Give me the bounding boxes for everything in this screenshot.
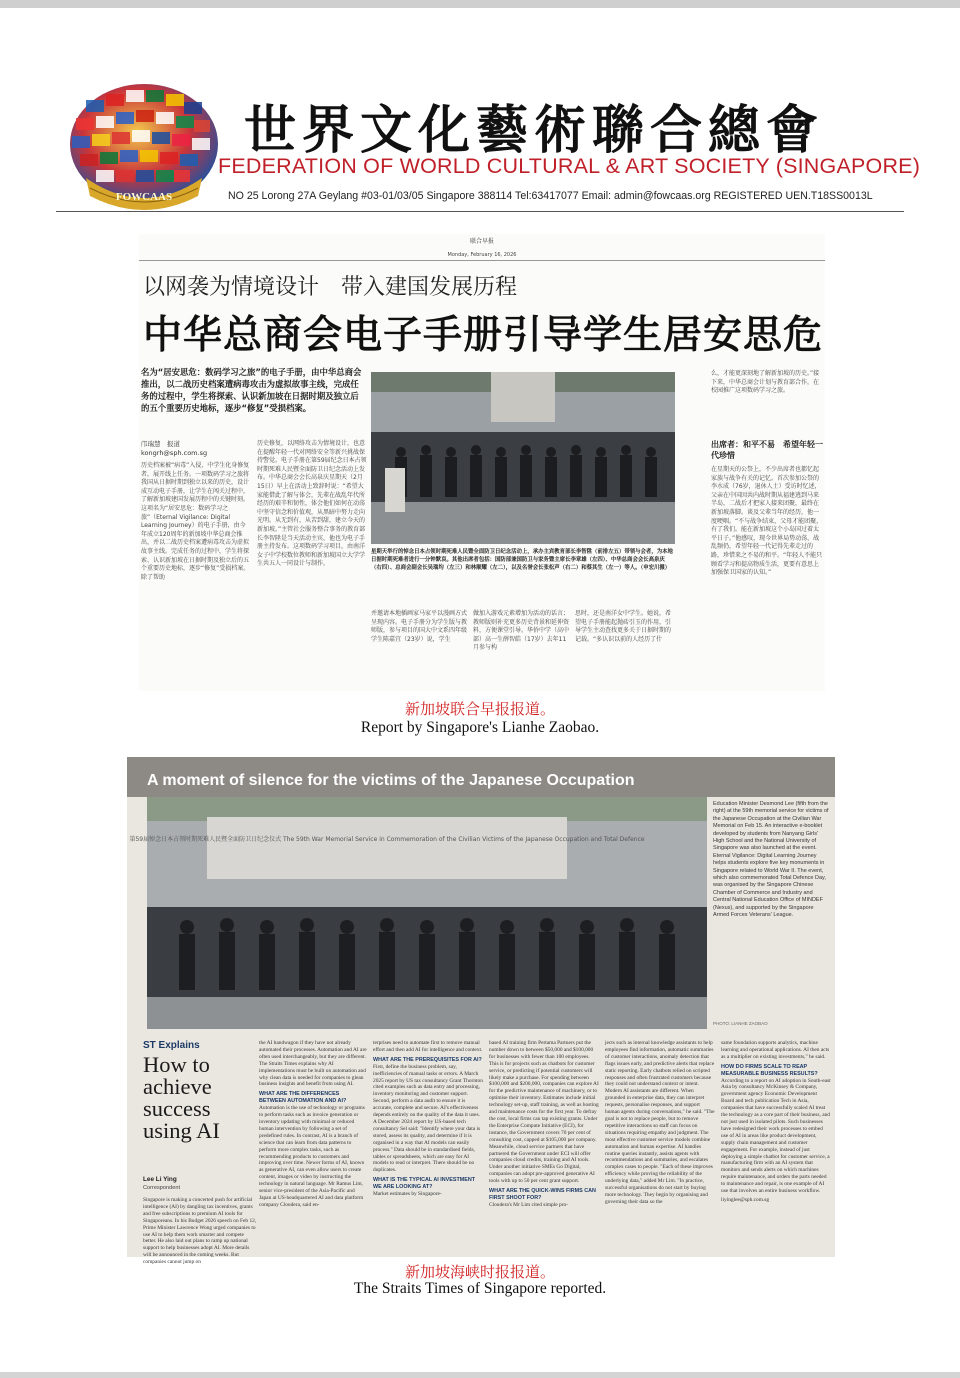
zaobao-caption-chinese: 新加坡联合早报报道。 bbox=[404, 700, 555, 718]
st-caption-chinese: 新加坡海峡时报报道。 bbox=[404, 1263, 555, 1281]
bottom-border bbox=[0, 1372, 960, 1378]
zaobao-column-6-bottom: 在星期天的公祭上，不少出席者也都忆起家族与战争有关的记忆。首次参加公祭的李水成（76岁，退休人士）受访时忆述，父亲在中国因共内战时期从福建逃到马来半岛，二战后才把家人接来团聚，最终在新加坡落脚。谈及父辈当年的经历，他一度哽咽。“不与战争结束，父母才能团聚，有了我们。能在新加坡这个小岛国过着太平日子。”他感叹，现今世界局势动荡，战乱频仍，希望年轻一代记得先辈走过的路，珍惜来之不易的和平。“年轻人不能只顾看学习和提高物质生活，更要有意思上加强保卫国家的认知。” bbox=[711, 466, 823, 577]
zaobao-rule bbox=[139, 260, 825, 261]
letterhead-divider bbox=[56, 211, 904, 212]
st-photo-credit: PHOTO: LIANHE ZAOBAO bbox=[713, 1021, 768, 1026]
st-column-2 bbox=[259, 1040, 367, 1255]
zaobao-column-6-top: 么，才能更深刻地了解新加坡的历史。”接下来，中华总商会计划与教育部合作，在校园推广这项数码学习之旅。 bbox=[711, 370, 820, 395]
st-author-email: liyinglee@sph.com.sg bbox=[721, 1196, 770, 1203]
st-col3-subhead-2: WHAT IS THE TYPICAL AI INVESTMENT WE ARE LOOKING AT? bbox=[373, 1177, 476, 1191]
st-author: Lee Li Ying bbox=[143, 1176, 177, 1183]
byline-name: 邝瑞慧 报道 bbox=[141, 440, 180, 448]
st-headline: How to achieve success using AI bbox=[143, 1052, 220, 1143]
zaobao-byline bbox=[141, 440, 251, 458]
st-banner-headline: A moment of silence for the victims of the Japanese Occupation bbox=[147, 772, 635, 789]
zaobao-date: Monday, February 16, 2026 bbox=[447, 252, 517, 258]
st-col3-subhead-1: WHAT ARE THE PREREQUISITES FOR AI? bbox=[373, 1056, 482, 1063]
memorial-photo-zaobao bbox=[371, 372, 675, 544]
straits-times-clipping bbox=[127, 757, 835, 1266]
st-col4-text-b: Cloudera's Mr Lim cited simple pro- bbox=[489, 1201, 568, 1208]
st-col6-subhead: HOW DO FIRMS SCALE TO REAP MEASURABLE BUSINESS RESULTS? bbox=[721, 1063, 818, 1077]
st-col2-subhead: WHAT ARE THE DIFFERENCES BETWEEN AUTOMATION AND AI? bbox=[259, 1091, 347, 1105]
zaobao-side-heading: 出席者：和平不易 希望年轻一代珍惜 bbox=[711, 440, 823, 460]
st-photo-caption: Education Minister Desmond Lee (fifth from the right) at the 59th memorial service for victims of the Japanese Occupation at the Civilian War Memorial on Feb 15. An interactive e-booklet developed by students from Nanyang Girls' High School and the National University of Singapore was also launched at the event. Eternal Vigilance: Digital Learning Journey helps students explore five key monuments in Singapore related to World War II. The event, which also commemorated Total Defence Day, was organised by the Singapore Chinese Chamber of Commerce and Industry and Central National Education Office of MINDEF (Nexus), and supported by the Singapore Armed Forces Veterans' League. bbox=[713, 801, 829, 919]
zaobao-column-2: 历史修复，以网络攻击为情境设计，也意在提醒年轻一代对网络安全等新兴挑战保持警觉。电子手册在第59届纪念日本占领时期死难人民暨全面防卫日纪念活动上发布。中华总商会会长高泉庆星期天（2月15日）早上在活动上致辞时说：“希望大家能借此了解与体会，先辈在战乱年代所经历的艰辛和韧性，体会他们如何在动荡中坚守信念和价值观，从黑暗中努力走向光明。从无到有，从苦到甜，建立今天的新加坡。”主管社会服务整合事务的教育部长李智陞是当天活动主宾，他也为电子手册主持发布。这项数码学习项目，由南洋女子中学校数位教师和新加坡国立大学学生共五人一同设计与制作， bbox=[257, 440, 367, 568]
top-border bbox=[0, 0, 960, 8]
zaobao-caption-english: Report by Singapore's Lianhe Zaobao. bbox=[360, 719, 600, 736]
st-column-3 bbox=[373, 1040, 483, 1255]
st-section-label: ST Explains bbox=[143, 1040, 200, 1051]
st-col3-text-c: Market estimates by Singapore- bbox=[373, 1191, 442, 1198]
zaobao-column-1: 历史档案被“病毒”入侵，中学生化身修复者，展开线上任务。一项数码学习之旅将我国从日据时期到独立以来的历史，设计成互动电子手册，让学生在闯关过程中，了解新加坡建国发展历程中的关键时刻。这项名为“居安思危：数码学习之旅”（Eternal Vigilance: Digital Learning Journey）的电子手册，由今年成立120周年的新加坡中华总商会推出，并以二战历史档案遭病毒攻击为虚拟故事主线。完成任务的过程中，学生将探索、认识新加坡在日据时期及独立后的五个重要历史地标，逐步“修复”受损档案。除了帮助 bbox=[141, 462, 250, 581]
zaobao-clipping bbox=[139, 234, 825, 691]
st-col6-text-b: According to a report on AI adoption in South-east Asia by consultancy McKinsey & Company, government agency Economic Development Board and tech publication Tech in Asia, companies that have successfully scaled AI treat the technology as a core part of their business, and not just used in isolated pilots. Such businesses have redesigned their work processes to embed use of AI in areas like product development, supply chain management and customer engagement. For example, instead of just deploying a simple chatbot for customer service, a manufacturing firm with an AI system that monitors and sends alerts on which machines require maintenance, and orders the parts needed to maintenance and repair, is one example of AI use that involves an entire business workflow. bbox=[721, 1077, 831, 1195]
st-column-1: Singapore is making a concerted push for artificial intelligence (AI) by dangling tax incentives, grants and free subscriptions to premium AI tools for Singaporeans. In his Budget 2026 speech on Feb 12, Prime Minister Lawrence Wong urged companies to use AI to help them work smarter and compete better. He also laid out plans to ramp up national support to help businesses adopt AI. More details will be announced in the coming weeks. But companies cannot jump on bbox=[143, 1197, 257, 1266]
zaobao-masthead: 联合早报 bbox=[469, 238, 494, 245]
st-col4-text-a: based AI training firm Pertama Partners put the number down to between $50,000 and $100,000 for businesses with fewer than 100 employees. This is for projects such as chatbots for customer service, or predicting if potential customers will likely make a purchase. For spending between $100,000 and $200,000, companies can explore AI for the predictive maintenance of machinery, or to optimise their inventory. Estimates include initial technology set-up, staff training, as well as hosting and maintenance costs for the first year. To defray the cost, local firms can tap existing grants. Under the Enterprise Compute Initiative (ECI), for instance, the Government covers 70 per cent of consulting cost, capped at $105,000 per company. Meanwhile, cloud service partners that have partnered the Government under ECI will offer companies cloud credits, training and AI tools. Under another initiative SMEs Go Digital, companies can adopt pre-approved generative AI tools with up to 50 per cent grant support. bbox=[489, 1040, 599, 1185]
st-col2-text-b: Automation is the use of technology or programs to perform tasks such as invoice generation or inventory updating with minimal or reduced human intervention by following a set of predefined rules. In contrast, AI is a branch of science that can learn from data patterns to perform more complex tasks, such as recommending products to customers and improving over time. Newer forms of AI, known as generative AI, can even allow users to create content, images or video by instructing the technology in natural language. Mr Ramus Lim, senior vice-president of the Asia-Pacific and Japan at US-headquartered AI and data platform company Cloudera, said en- bbox=[259, 1105, 365, 1208]
st-col2-text-a: the AI bandwagon if they have not already automated their processes. Automation and AI are often used interchangeably, but they are different. The Straits Times explains why AI implementations must be built on automation and why clean data is needed for companies to glean business insights and benefit from using AI. bbox=[259, 1040, 367, 1088]
zaobao-column-4: 做加入游戏元素增加为活动的话言；教师版则补充更多历史背景和延伸资料，方便课堂引导。华侨中学（高中部）高一生薛智皓（17岁）去年11月参与构 bbox=[473, 610, 570, 652]
st-col4-subhead: WHAT ARE THE QUICK-WINS FIRMS CAN FIRST SHOOT FOR? bbox=[489, 1188, 596, 1201]
english-org-name: FEDERATION OF WORLD CULTURAL & ART SOCIETY (SINGAPORE) bbox=[218, 154, 921, 178]
st-column-6 bbox=[721, 1040, 831, 1255]
st-column-5: jects such as internal knowledge assistants to help employees find information, automatic summaries of customer interactions, anomaly detection that flags issues early, and predictive alerts that replace static reporting. Early chatbots relied on scripted responses and often frustrated customers because they could not understand context or intent. Modern AI assistants are different. When grounded in enterprise data, they can interpret requests, personalise responses, and support human agents during conversations," he said. "The goal is not to replace people, but to remove repetitive interactions so staff can focus on situations requiring empathy and judgment. The most effective customer service models combine automation and human expertise. AI handles routine queries instantly, assists agents with recommendations and summaries, and escalates complex cases to people. "Each of these improves efficiency while proving the reliability of the underlying data," added Mr Lim. "In practice, successful organisations do not start by buying more technology. They begin by organising and governing their data so the bbox=[605, 1040, 715, 1205]
st-col6-text-a: same foundation supports analytics, machine learning and operational applications. AI then acts as a multiplier on existing investments," he said. bbox=[721, 1040, 830, 1060]
st-author-role: Correspondent bbox=[143, 1185, 181, 1191]
zaobao-photo-caption: 星期天举行的悼念日本占领时期死难人民暨全面防卫日纪念活动上，承办主宾教育部长李智陞（前排左五）带领与会者，为本地日据时期死难者进行一分钟默哀。其他出席者包括：国防部兼国防卫与家务暨主席长李章雄（左四）、中华总商会会长高泉庆（右四）、总商会副会长吴瑞均（左三）和林顺耀（左二），以及名誉会长张松声（右二）和蔡其生（左一）等人。（申宏川摄） bbox=[371, 549, 673, 571]
zaobao-headline: 中华总商会电子手册引导学生居安思危 bbox=[143, 313, 824, 358]
byline-email: kongrh@sph.com.sg bbox=[141, 449, 208, 457]
st-col3-text-b: First, define the business problem, say, inefficiencies of manual tasks or errors. A March 2025 report by US tax consultancy Grant Thornton cited examples such as data entry and processing, inventory monitoring and customer support. Second, perform a data audit to ensure it is accurate, complete and secure. AI's effectiveness depends entirely on the quality of the data it uses. A December 2024 report by US-based tech consultancy Sel said: "Identify where your data is stored, assess its quality, and determine if it is organised in a way that AI models can easily process." Data should be in standardised fields, tables or spreadsheets, which are easy for AI models to read or interpret. There should be no duplicates. bbox=[373, 1063, 483, 1174]
zaobao-column-5: 思时，还是南洋女中学生。她说，希望电子手册能起抛砖引玉的作用，引导学生主动查找更多关于日据时期的记载。“多认识以前的人经历了什 bbox=[575, 610, 672, 643]
st-caption-english: The Straits Times of Singapore reported. bbox=[353, 1280, 607, 1297]
zaobao-lede: 名为“居安思危：数码学习之旅”的电子手册，由中华总商会推出，以二战历史档案遭病毒攻击为虚拟故事主线，完成任务的过程中，学生将探索、认识新加坡在日据时期及独立后的五个重要历史地标，逐步“修复”受损档案。 bbox=[141, 367, 362, 413]
st-col3-text-a: terprises need to automate first to remove manual effort and then add AI for intelligence and context. bbox=[373, 1040, 483, 1053]
memorial-photo-st bbox=[129, 797, 707, 1029]
fowcaas-logo bbox=[66, 78, 222, 212]
zaobao-subheadline: 以网袭为情境设计 带入建国发展历程 bbox=[143, 275, 518, 300]
svg-text:FOWCAAS: FOWCAAS bbox=[115, 191, 173, 203]
org-address: NO 25 Lorong 27A Geylang #03-01/03/05 Singapore 388114 Tel:63417077 Email: admin@fowcaas.org REGISTERED UEN.T18SS0013L bbox=[228, 190, 873, 202]
st-stage-backdrop: 第59届悼念日本占领时期死难人民暨全面防卫日纪念仪式 The 59th War Memorial Service in Commemoration of the Civilian Victims of the Japanese Occupation and Total Defence bbox=[129, 836, 645, 843]
zaobao-column-3: 并邀请本地插画家马家平以漫画方式呈现内容。电子手册分为学生版与教师版，参与项目的国大中文系四年级学生陈嘉宜（23岁）说，学生 bbox=[371, 610, 468, 643]
st-column-4 bbox=[489, 1040, 599, 1255]
chinese-org-name: 世界文化藝術聯合總會 bbox=[244, 100, 825, 161]
